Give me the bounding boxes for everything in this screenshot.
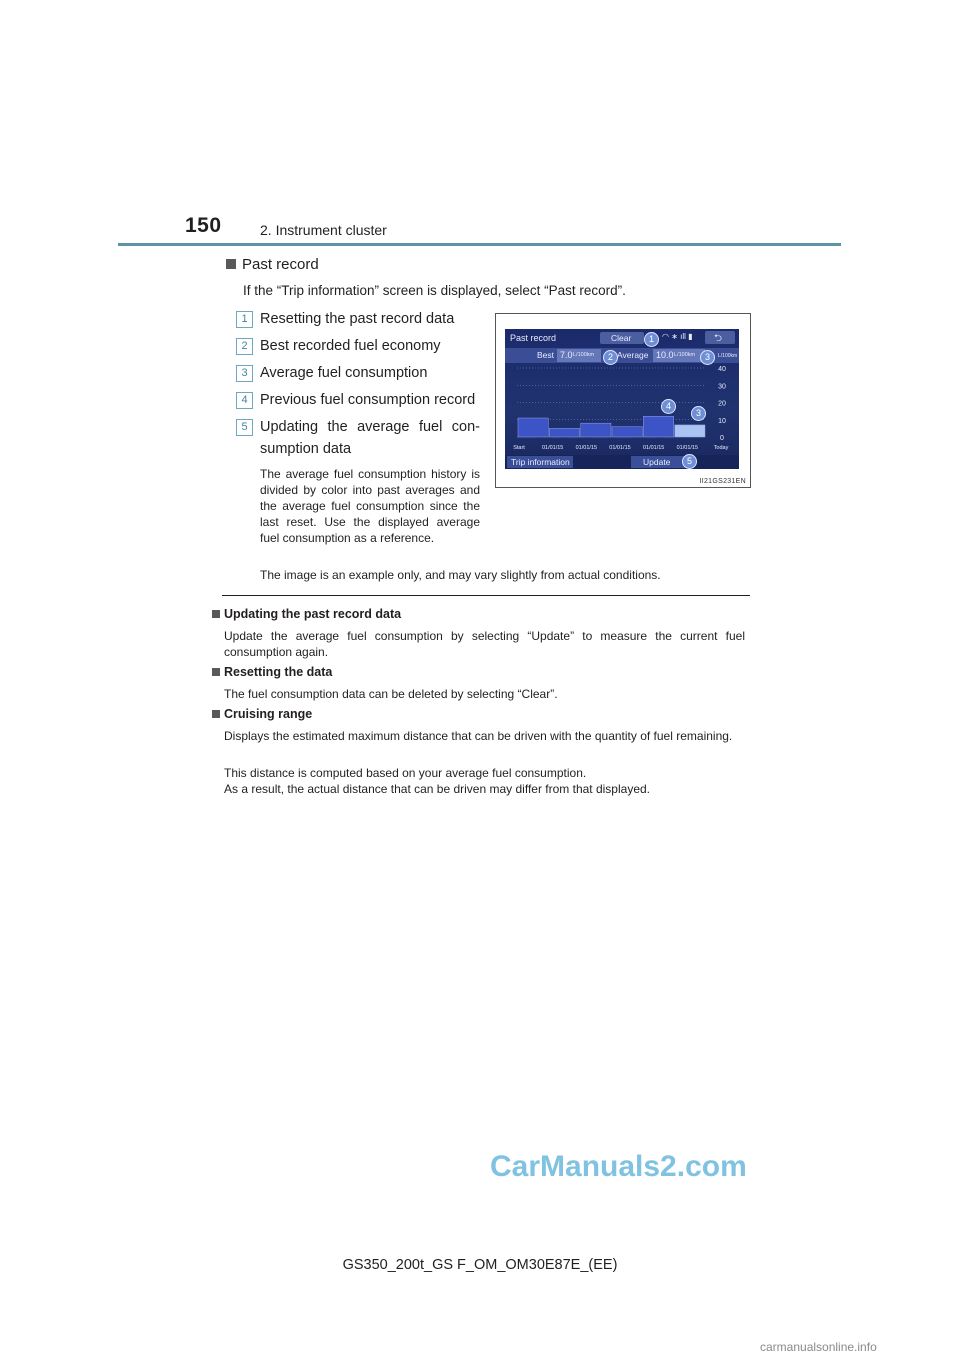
square-bullet-icon (212, 710, 220, 718)
subheading-updating (212, 607, 401, 621)
callout-number-3: 3 (236, 365, 253, 382)
callout-number-1: 1 (236, 311, 253, 328)
square-bullet-icon (212, 668, 220, 676)
square-bullet-icon (212, 610, 220, 618)
chart-bar (518, 418, 548, 437)
x-category-label: Today (713, 445, 729, 451)
body-cruising-2: This distance is computed based on your average fuel consumption. (224, 766, 587, 780)
body-cruising-3: As a result, the actual distance that can be driven may differ from that displayed. (224, 782, 651, 796)
square-bullet-icon (226, 259, 236, 269)
chart-bar (675, 425, 705, 437)
list-item-best: Best recorded fuel economy (260, 338, 441, 354)
heading-text: Past record (242, 256, 319, 273)
badge-3: 3 (700, 350, 715, 365)
section-divider (222, 595, 750, 596)
list-item-updating-line1: Updating the average fuel con- (260, 419, 480, 435)
clear-label: Clear (611, 333, 632, 343)
x-category-label: 01/01/15 (676, 445, 699, 451)
disclaimer-text: The image is an example only, and may vary slightly from actual conditions. (260, 568, 661, 582)
y-tick-label: 0 (720, 435, 724, 442)
update-label: Update (643, 457, 671, 467)
figure-code: II21GS231EN (699, 478, 746, 485)
badge-4: 4 (661, 399, 676, 414)
badge-1: 1 (644, 332, 659, 347)
body-cruising: Displays the estimated maximum distance that can be driven with the quantity of fuel remaining. (224, 729, 733, 743)
badge-5: 5 (682, 454, 697, 469)
best-unit: L/100km (573, 352, 595, 358)
past-record-screen (505, 329, 739, 469)
footer-code: GS350_200t_GS F_OM_OM30E87E_(EE) (342, 1257, 618, 1273)
update-button[interactable] (631, 456, 687, 468)
fuel-history-chart (505, 329, 739, 469)
best-label: Best (537, 350, 555, 360)
intro-text: If the “Trip information” screen is displayed, select “Past record”. (243, 283, 626, 298)
list-item-average: Average fuel consumption (260, 365, 428, 381)
trip-information-label: Trip information (511, 457, 570, 467)
y-tick-label: 30 (718, 383, 726, 391)
average-value: 10.0 (656, 350, 674, 360)
axis-unit: L/100km (718, 353, 738, 359)
callout-number-2: 2 (236, 338, 253, 355)
average-unit: L/100km (674, 352, 696, 358)
chart-bar (612, 427, 642, 437)
best-value: 7.0 (560, 350, 573, 360)
x-category-label: Start (513, 445, 525, 451)
header-rule (118, 243, 841, 246)
chart-bar (643, 416, 673, 437)
chart-bar (549, 428, 579, 437)
trip-information-button[interactable] (507, 456, 573, 468)
list-item-previous: Previous fuel consumption record (260, 392, 476, 408)
x-category-label: 01/01/15 (575, 445, 598, 451)
watermark-2: carmanualsonline.info (760, 1340, 877, 1354)
watermark: CarManuals2.com (490, 1150, 747, 1183)
heading-past-record (226, 256, 319, 273)
y-tick-label: 10 (718, 417, 726, 425)
subheading-cruising (212, 707, 312, 721)
callout-number-4: 4 (236, 392, 253, 409)
screen-figure (495, 313, 751, 488)
x-category-label: 01/01/15 (642, 445, 665, 451)
subheading-text: Resetting the data (224, 665, 333, 679)
subheading-text: Updating the past record data (224, 607, 402, 621)
callout-number-5: 5 (236, 419, 253, 436)
back-arrow-icon: ⮌ (714, 333, 723, 344)
body-updating: Update the average fuel consumption by selecting “Update” to measure the current fuel consumption again. (224, 629, 745, 659)
status-icons: ◠ ∗ ıll ▮ (662, 332, 693, 341)
section-title: 2. Instrument cluster (260, 222, 387, 238)
body-resetting: The fuel consumption data can be deleted by selecting “Clear”. (224, 687, 558, 701)
badge-3-bar: 3 (691, 406, 706, 421)
subheading-text: Cruising range (224, 707, 313, 721)
list-item-resetting: Resetting the past record data (260, 311, 455, 327)
screen-title: Past record (510, 333, 557, 343)
badge-2: 2 (603, 350, 618, 365)
chart-bar (581, 423, 611, 437)
x-category-label: 01/01/15 (541, 445, 564, 451)
y-tick-label: 20 (718, 400, 726, 408)
list-item-updating-line2: sumption data (260, 441, 352, 457)
page-number: 150 (185, 214, 222, 237)
average-label: Average (617, 350, 649, 360)
note-text: The average fuel consumption history is divided by color into past averages and the average fuel consumption since the last reset. Use the displayed average fuel consumption as a reference. (260, 467, 480, 545)
y-tick-label: 40 (718, 366, 726, 373)
subheading-resetting (212, 665, 332, 679)
x-category-label: 01/01/15 (609, 445, 631, 451)
